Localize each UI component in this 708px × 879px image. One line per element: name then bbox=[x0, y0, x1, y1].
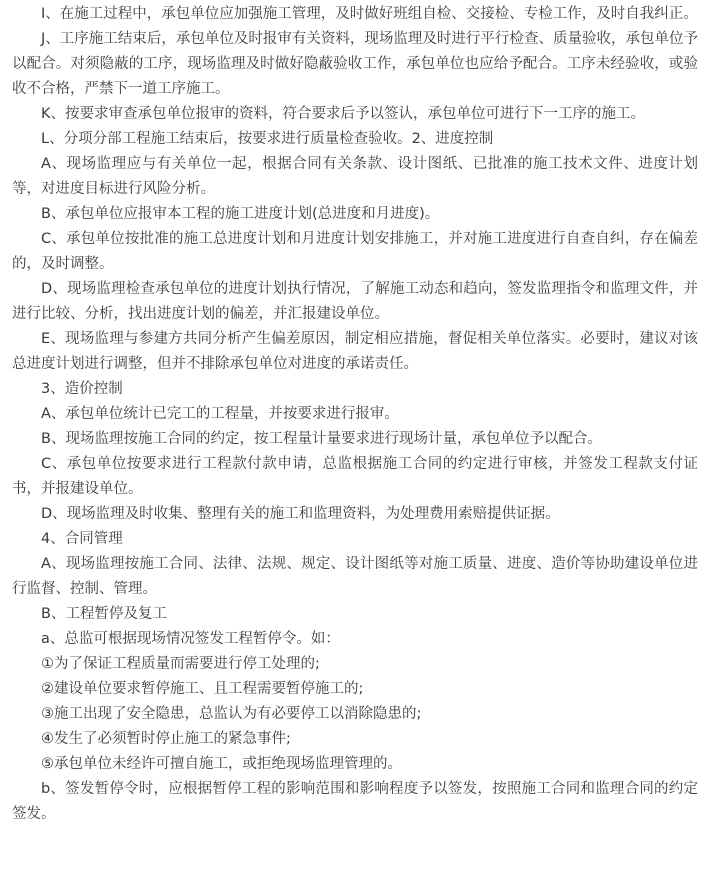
paragraph-suspension-b: b、签发暂停令时，应根据暂停工程的影响范围和影响程度予以签发，按照施工合同和监理合同的约定签发。 bbox=[12, 781, 698, 822]
paragraph-schedule-b: B、承包单位应报审本工程的施工进度计划(总进度和月进度)。 bbox=[41, 206, 440, 222]
paragraph-suspension-a: a、总监可根据现场情况签发工程暂停令。如： bbox=[41, 631, 340, 647]
paragraph-contract-a: A、现场监理按施工合同、法律、法规、规定、设计图纸等对施工质量、进度、造价等协助建设单位进行监督、控制、管理。 bbox=[12, 556, 698, 597]
paragraph-cost-a: A、承包单位统计已完工的工程量，并按要求进行报审。 bbox=[41, 406, 399, 422]
paragraph-schedule-d: D、现场监理检查承包单位的进度计划执行情况，了解施工动态和趋向，签发监理指令和监理文件，并进行比较、分析，找出进度计划的偏差，并汇报建设单位。 bbox=[12, 281, 698, 322]
paragraph-schedule-e: E、现场监理与参建方共同分析产生偏差原因，制定相应措施，督促相关单位落实。必要时，建议对该总进度计划进行调整，但并不排除承包单位对进度的承诺责任。 bbox=[12, 331, 698, 372]
list-item-suspension-5: ⑤承包单位未经许可擅自施工，或拒绝现场监理管理的。 bbox=[41, 756, 402, 772]
paragraph-schedule-a: A、现场监理应与有关单位一起，根据合同有关条款、设计图纸、已批准的施工技术文件、进度计划等，对进度目标进行风险分析。 bbox=[12, 156, 698, 197]
paragraph-j-process-acceptance: J、工序施工结束后，承包单位及时报审有关资料，现场监理及时进行平行检查、质量验收，承包单位予以配合。对须隐蔽的工序，现场监理及时做好隐蔽验收工作，承包单位也应给予配合。工序未经验收，或验收不合格，严禁下一道工序施工。 bbox=[12, 31, 698, 97]
paragraph-cost-b: B、现场监理按施工合同的约定，按工程量计量要求进行现场计量，承包单位予以配合。 bbox=[41, 431, 602, 447]
paragraph-l-quality-inspection: L、分项分部工程施工结束后，按要求进行质量检查验收。2、进度控制 bbox=[41, 131, 494, 147]
paragraph-k-review-materials: K、按要求审查承包单位报审的资料，符合要求后予以签认，承包单位可进行下一工序的施工。 bbox=[41, 106, 646, 122]
section-heading-contract-management: 4、合同管理 bbox=[41, 531, 123, 547]
subheading-suspension-resumption: B、工程暂停及复工 bbox=[41, 606, 167, 622]
list-item-suspension-1: ①为了保证工程质量而需要进行停工处理的; bbox=[41, 656, 320, 672]
paragraph-cost-c: C、承包单位按要求进行工程款付款申请，总监根据施工合同的约定进行审核，并签发工程款支付证书，并报建设单位。 bbox=[12, 456, 698, 497]
paragraph-i-self-check: I、在施工过程中，承包单位应加强施工管理，及时做好班组自检、交接检、专检工作，及时自我纠正。 bbox=[41, 6, 698, 22]
list-item-suspension-2: ②建设单位要求暂停施工、且工程需要暂停施工的; bbox=[41, 681, 364, 697]
paragraph-schedule-c: C、承包单位按批准的施工总进度计划和月进度计划安排施工，并对施工进度进行自查自纠，存在偏差的，及时调整。 bbox=[12, 231, 698, 272]
paragraph-cost-d: D、现场监理及时收集、整理有关的施工和监理资料，为处理费用索赔提供证据。 bbox=[41, 506, 560, 522]
list-item-suspension-3: ③施工出现了安全隐患，总监认为有必要停工以消除隐患的; bbox=[41, 706, 422, 722]
section-heading-cost-control: 3、造价控制 bbox=[41, 381, 123, 397]
list-item-suspension-4: ④发生了必须暂时停止施工的紧急事件; bbox=[41, 731, 291, 747]
